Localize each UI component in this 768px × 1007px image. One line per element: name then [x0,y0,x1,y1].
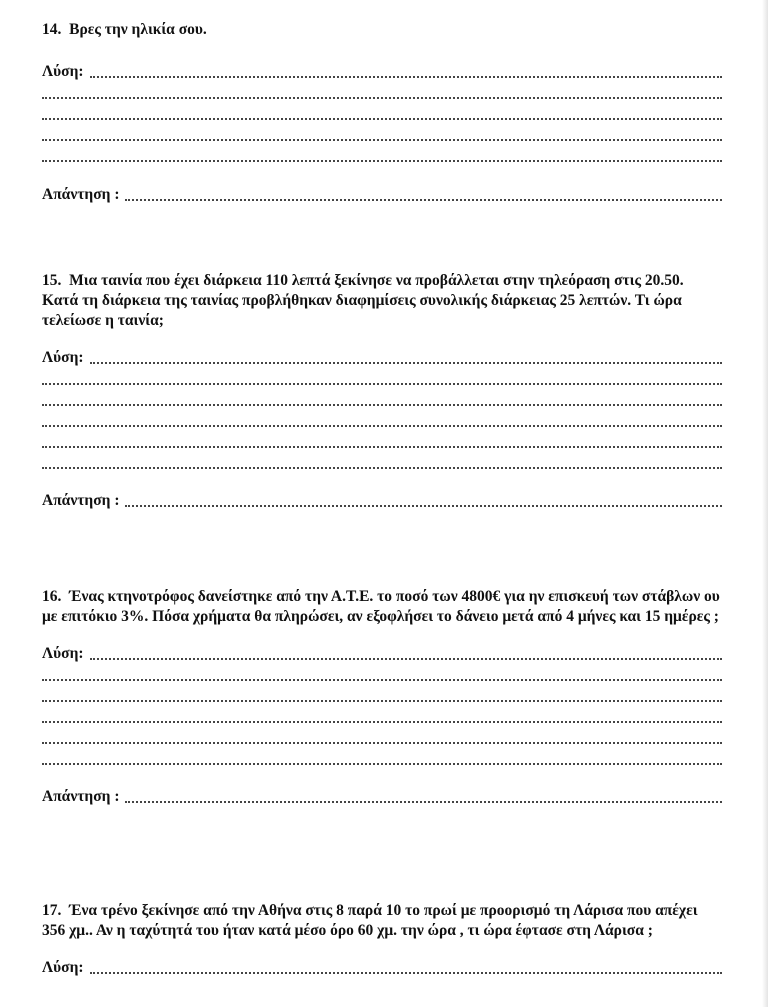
problem-text: Βρες την ηλικία σου. [69,21,207,38]
answer-row[interactable] [42,185,722,205]
solution-line[interactable] [42,82,722,103]
solution-line[interactable] [42,124,722,145]
problem-question [42,901,722,941]
answer-label: Απάντηση : [42,492,120,509]
answer-line[interactable] [125,197,722,201]
solution-label: Λύση: [42,63,84,80]
solution-line[interactable] [42,452,722,473]
answer-line[interactable] [125,503,722,507]
solution-row[interactable] [42,958,722,978]
answer-row[interactable] [42,491,722,511]
solution-label: Λύση: [42,349,84,366]
solution-line[interactable] [42,389,722,410]
solution-row[interactable] [42,644,722,664]
answer-line[interactable] [125,799,722,803]
problem-question [42,20,722,40]
solution-line[interactable] [90,360,722,364]
solution-row[interactable] [42,348,722,368]
solution-row[interactable] [42,62,722,82]
problem-number: 15. [42,272,62,289]
solution-line[interactable] [42,431,722,452]
problem-number: 14. [42,21,62,38]
problem-question [42,271,722,331]
answer-row[interactable] [42,787,722,807]
solution-label: Λύση: [42,645,84,662]
solution-line[interactable] [42,727,722,748]
problem-15 [42,271,722,511]
solution-line[interactable] [42,410,722,431]
problem-number: 17. [42,902,62,919]
problem-17 [42,901,722,978]
problem-text: Ένας κτηνοτρόφος δανείστηκε από την Α.Τ.Ε. το ποσό των 4800€ για ην επισκευή των στάβλων ου με επιτόκιο 3%. Πόσα χρήματα θα πληρώσει, αν εξοφλήσει το δάνειο μετά από 4 μήνες και 15 ημέρες ; [42,588,720,625]
solution-line[interactable] [42,748,722,769]
solution-line[interactable] [90,970,722,974]
solution-line[interactable] [42,368,722,389]
solution-line[interactable] [42,706,722,727]
solution-line[interactable] [42,664,722,685]
problem-question [42,587,722,627]
solution-line[interactable] [42,103,722,124]
problem-text: Μια ταινία που έχει διάρκεια 110 λεπτά ξεκίνησε να προβάλλεται στην τηλεόραση στις 20.50. Κατά τη διάρκεια της ταινίας προβλήθηκαν διαφημίσεις συνολικής διάρκειας 25 λεπτών. Τι ώρα τελείωσε η ταινία; [42,272,684,329]
answer-label: Απάντηση : [42,186,120,203]
solution-line[interactable] [90,74,722,78]
page-edge-shadow [762,0,768,1007]
solution-line[interactable] [90,656,722,660]
problem-number: 16. [42,588,62,605]
solution-label: Λύση: [42,959,84,976]
problem-text: Ένα τρένο ξεκίνησε από την Αθήνα στις 8 παρά 10 το πρωί με προορισμό τη Λάρισα που απέχει 356 χμ.. Αν η ταχύτητά του ήταν κατά μέσο όρο 60 χμ. την ώρα , τι ώρα έφτασε στη Λάρισα ; [42,902,698,939]
solution-line[interactable] [42,685,722,706]
answer-label: Απάντηση : [42,788,120,805]
problem-14 [42,20,722,205]
problem-16 [42,587,722,807]
solution-line[interactable] [42,145,722,166]
